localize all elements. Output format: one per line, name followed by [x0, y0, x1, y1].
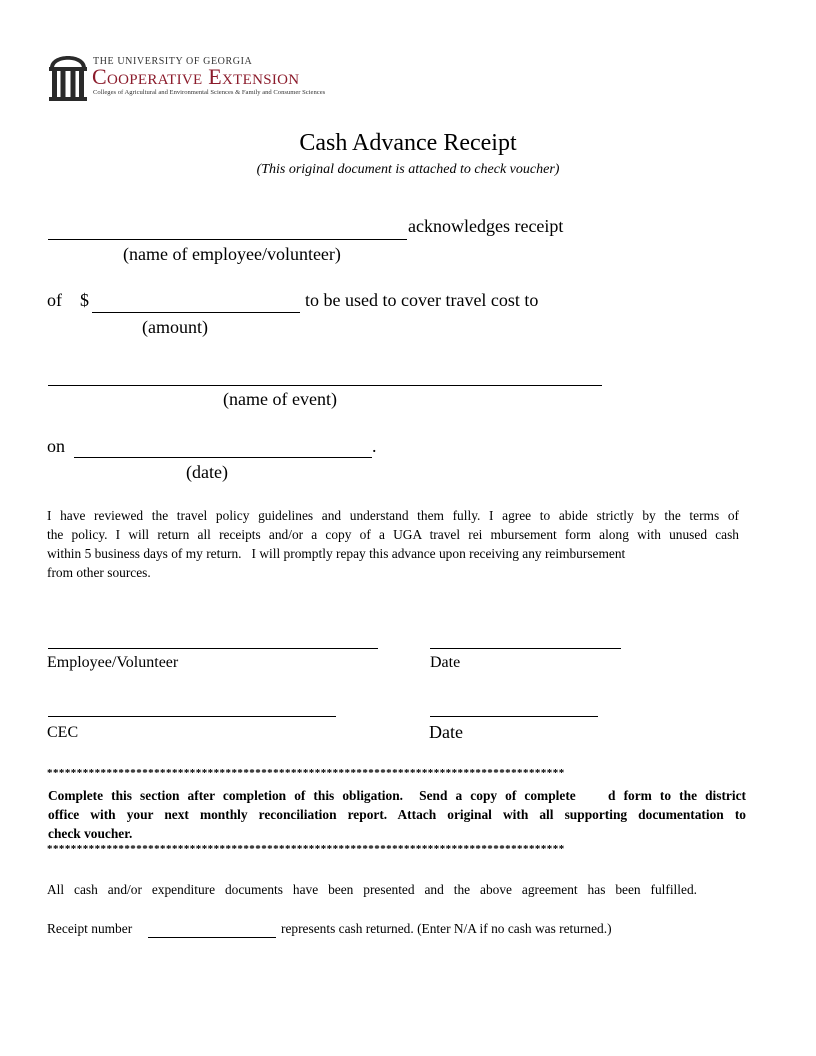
- amount-line[interactable]: [92, 296, 300, 313]
- policy-line: from other sources.: [47, 565, 151, 580]
- event-name-line[interactable]: [48, 369, 602, 386]
- policy-line: the policy. I will return all receipts and/or a copy of a UGA travel rei mbursement form along with unused cash: [47, 527, 739, 542]
- employee-signature-line[interactable]: [48, 632, 378, 649]
- logo-cooperative-extension: Cooperative Extension: [92, 64, 300, 89]
- date-caption: (date): [186, 462, 228, 482]
- stars-divider-top: ***************************************************************************************: [47, 767, 565, 779]
- receipt-number-line[interactable]: [148, 922, 276, 938]
- receipt-number-label: Receipt number: [47, 921, 133, 936]
- amount-caption: (amount): [142, 317, 208, 337]
- event-caption: (name of event): [223, 389, 337, 409]
- fulfilled-statement: All cash and/or expenditure documents have been presented and the above agreement has been fulfilled.: [47, 882, 697, 897]
- page-subtitle: (This original document is attached to check voucher): [256, 162, 560, 177]
- date-label-employee: Date: [430, 654, 461, 671]
- employee-date-line[interactable]: [430, 632, 621, 649]
- completion-line: office with your next monthly reconciliation report. Attach original with all supporting documentation to: [48, 807, 746, 822]
- amount-text: to be used to cover travel cost to: [305, 290, 539, 310]
- policy-line: I have reviewed the travel policy guidelines and understand them fully. I agree to abide strictly by the terms of: [47, 508, 739, 523]
- acknowledges-text: acknowledges receipt: [408, 216, 564, 236]
- cec-label: CEC: [47, 724, 79, 741]
- stars-divider-bottom: ***************************************************************************************: [47, 843, 565, 855]
- dollar-sign: $: [80, 290, 89, 310]
- cec-date-line[interactable]: [430, 700, 598, 717]
- arch-logo-icon: [48, 46, 88, 102]
- logo-university: THE UNIVERSITY OF GEORGIA: [93, 56, 253, 67]
- completion-line: check voucher.: [48, 826, 133, 841]
- employee-name-line[interactable]: [48, 223, 407, 240]
- completion-line: Complete this section after completion of this obligation. Send a copy of complete d form to the district: [48, 788, 746, 803]
- event-date-line[interactable]: [74, 441, 372, 458]
- on-label: on: [47, 436, 65, 456]
- page-title: Cash Advance Receipt: [299, 130, 517, 156]
- receipt-number-suffix: represents cash returned. (Enter N/A if no cash was returned.): [281, 921, 612, 936]
- logo-colleges: Colleges of Agricultural and Environmental Sciences & Family and Consumer Sciences: [93, 89, 326, 96]
- date-label-cec: Date: [429, 722, 463, 742]
- employee-volunteer-label: Employee/Volunteer: [47, 654, 179, 671]
- cec-signature-line[interactable]: [48, 700, 336, 717]
- policy-line: within 5 business days of my return. I will promptly repay this advance upon receiving any reimbursement: [47, 546, 626, 561]
- policy-paragraph: [47, 506, 739, 582]
- name-caption: (name of employee/volunteer): [123, 244, 341, 264]
- completion-instructions: [48, 786, 746, 843]
- of-label: of: [47, 290, 62, 310]
- date-period: .: [372, 436, 377, 456]
